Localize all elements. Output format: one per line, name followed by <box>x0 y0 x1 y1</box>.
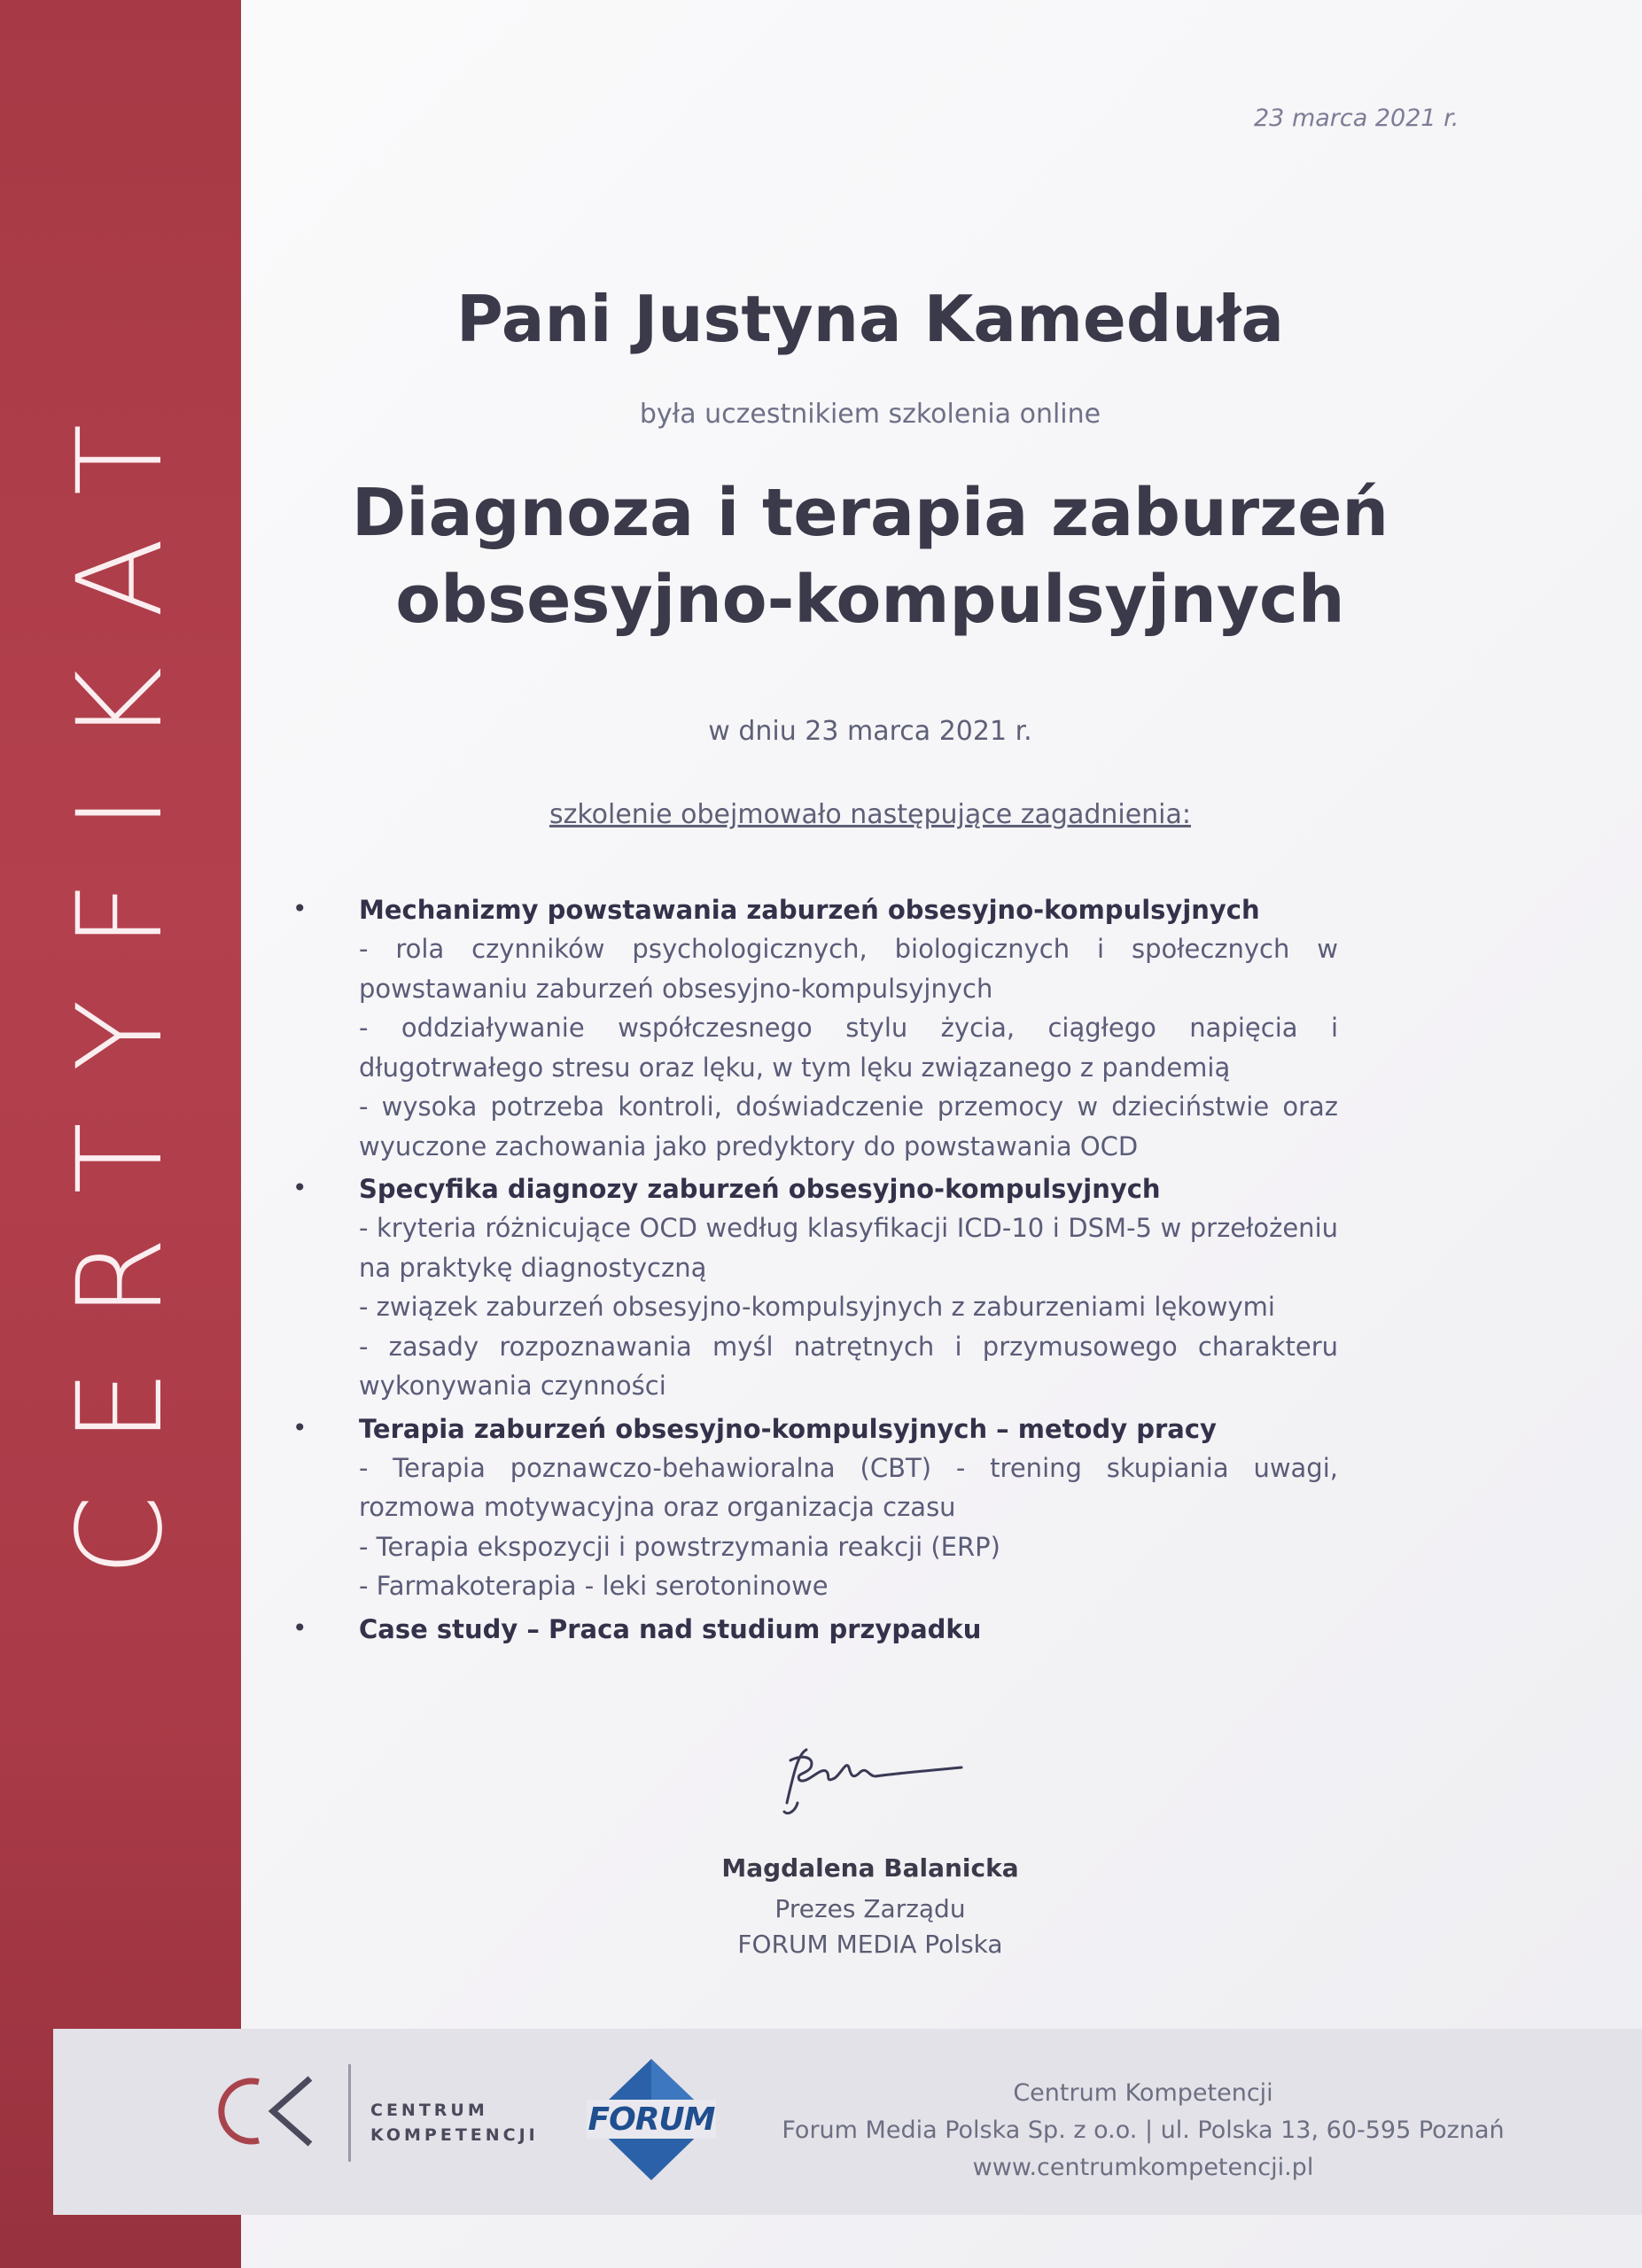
side-band <box>0 0 241 2268</box>
forum-logo-text: FORUM <box>588 2101 715 2138</box>
signer-name: Magdalena Balanicka <box>721 1853 1019 1883</box>
topics-list <box>292 890 1338 1652</box>
signature-icon <box>771 1741 975 1821</box>
topic-detail: - wysoka potrzeba kontroli, doświadczenie przemocy w dzieciństwie oraz wyuczone zachowania jako predyktory do powstawania OCD <box>359 1091 1338 1161</box>
topic-detail: - Terapia poznawczo-behawioralna (CBT) - trening skupiania uwagi, rozmowa motywacyjna oraz organizacja czasu <box>359 1452 1338 1522</box>
footer-address: Forum Media Polska Sp. z o.o. | ul. Polska 13, 60-595 Poznań <box>782 2117 1505 2144</box>
topic-item <box>292 1610 1338 1649</box>
bullet-icon: • <box>292 894 307 923</box>
certificate-label: CERTYFIKAT <box>52 372 189 1577</box>
signer-organization: FORUM MEDIA Polska <box>737 1930 1003 1959</box>
ck-logo-icon <box>204 2064 323 2157</box>
topic-item <box>292 1410 1338 1606</box>
topic-detail: - rola czynników psychologicznych, biologicznych i społecznych w powstawaniu zaburzeń obsesyjno-kompulsyjnych <box>359 934 1338 1004</box>
footer-company: Centrum Kompetencji <box>1013 2079 1273 2107</box>
topics-heading: szkolenie obejmowało następujące zagadnienia: <box>549 799 1192 830</box>
participation-text: była uczestnikiem szkolenia online <box>639 399 1101 430</box>
topic-item <box>292 890 1338 1166</box>
course-date: w dniu 23 marca 2021 r. <box>708 716 1032 747</box>
topic-detail: - Terapia ekspozycji i powstrzymania reakcji (ERP) <box>359 1531 1000 1562</box>
topic-detail: - zasady rozpoznawania myśl natrętnych i przymusowego charakteru wykonywania czynności <box>359 1331 1338 1401</box>
recipient-name: Pani Justyna Kameduła <box>456 282 1284 356</box>
footer-contact <box>744 2075 1542 2186</box>
course-title-line1: Diagnoza i terapia zaburzeń <box>351 475 1389 551</box>
course-title <box>241 470 1499 643</box>
bullet-icon: • <box>292 1612 307 1643</box>
topic-detail: - Farmakoterapia - leki serotoninowe <box>359 1571 829 1601</box>
topic-title: Case study – Praca nad studium przypadku <box>359 1613 982 1644</box>
bullet-icon: • <box>292 1412 307 1442</box>
ck-line2: KOMPETENCJI <box>370 2125 539 2145</box>
ck-line1: CENTRUM <box>370 2101 488 2120</box>
ck-logo-text <box>370 2098 539 2148</box>
logo-divider <box>348 2064 351 2162</box>
topic-title: Mechanizmy powstawania zaburzeń obsesyjno-kompulsyjnych <box>359 895 1260 925</box>
topic-item <box>292 1169 1338 1406</box>
topic-detail: - oddziaływanie współczesnego stylu życia, ciągłego napięcia i długotrwałego stresu oraz lęku, w tym lęku związanego z pandemią <box>359 1013 1338 1083</box>
topic-detail: - kryteria różnicujące OCD według klasyfikacji ICD-10 i DSM-5 w przełożeniu na praktykę diagnostyczną <box>359 1213 1338 1283</box>
footer-bar <box>53 2029 1642 2215</box>
topic-title: Terapia zaburzeń obsesyjno-kompulsyjnych – metody pracy <box>359 1413 1217 1444</box>
signer-role: Prezes Zarządu <box>774 1894 966 1923</box>
topic-title: Specyfika diagnozy zaburzeń obsesyjno-kompulsyjnych <box>359 1174 1161 1204</box>
bullet-icon: • <box>292 1173 307 1202</box>
topic-detail: - związek zaburzeń obsesyjno-kompulsyjnych z zaburzeniami lękowymi <box>359 1292 1275 1322</box>
footer-website: www.centrumkompetencji.pl <box>972 2154 1314 2181</box>
issue-date: 23 marca 2021 r. <box>1254 105 1459 132</box>
course-title-line2: obsesyjno-kompulsyjnych <box>395 562 1345 638</box>
